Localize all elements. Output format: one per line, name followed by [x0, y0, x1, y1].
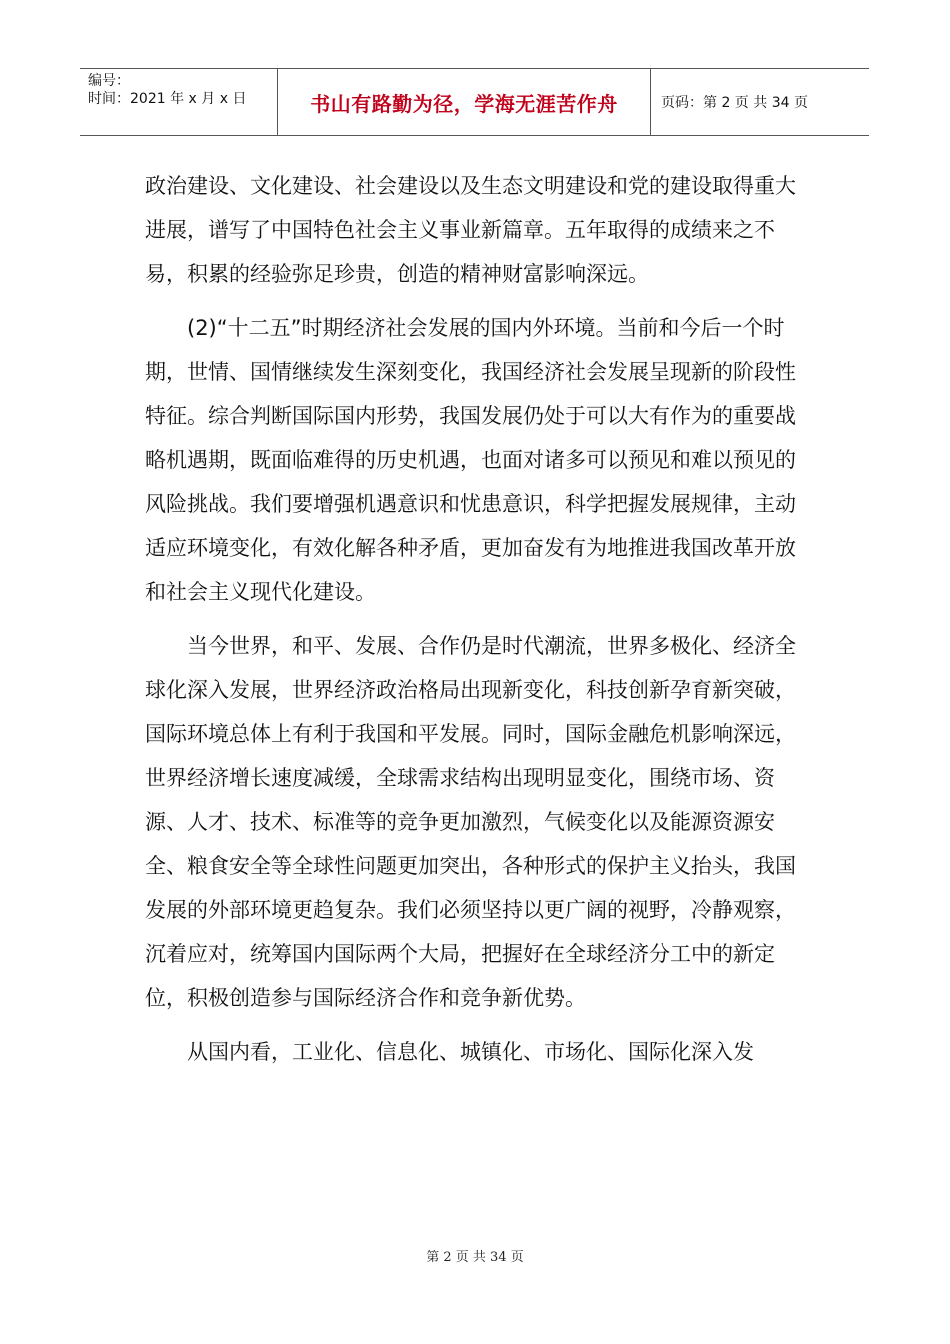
- paragraph: 从国内看，工业化、信息化、城镇化、市场化、国际化深入发: [187, 1040, 754, 1064]
- paragraph: 当今世界，和平、发展、合作仍是时代潮流，世界多极化、经济全球化深入发展，世界经济政治格局出现新变化，科技创新孕育新突破，国际环境总体上有利于我国和平发展。同时，国际金融危机影响深远，世界经济增长速度减缓，全球需求结构出现明显变化，围绕市场、资源、人才、技术、标准等的竞争更加激烈，气候变化以及能源资源安全、粮食安全等全球性问题更加突出，各种形式的保护主义抬头，我国发展的外部环境更趋复杂。我们必须坚持以更广阔的视野，冷静观察，沉着应对，统筹国内国际两个大局，把握好在全球经济分工中的新定位，积极创造参与国际经济合作和竞争新优势。: [145, 634, 796, 1010]
- document-date: 时间：2021 年 x 月 x 日: [88, 91, 247, 107]
- paragraph: (2)“十二五”时期经济社会发展的国内外环境。当前和今后一个时期，世情、国情继续发生深刻变化，我国经济社会发展呈现新的阶段性特征。综合判断国际国内形势，我国发展仍处于可以大有作为的重要战略机遇期，既面临难得的历史机遇，也面对诸多可以预见和难以预见的风险挑战。我们要增强机遇意识和忧患意识，科学把握发展规律，主动适应环境变化，有效化解各种矛盾，更加奋发有为地推进我国改革开放和社会主义现代化建设。: [145, 316, 796, 604]
- page-header: [80, 68, 869, 136]
- header-motto-cell: [278, 69, 651, 135]
- header-motto: 书山有路勤为径，学海无涯苦作舟: [310, 91, 618, 116]
- header-meta: [80, 69, 278, 135]
- header-page-info-cell: [651, 69, 869, 135]
- document-body: [145, 164, 810, 1074]
- footer-page-number: 第 2 页 共 34 页: [426, 1250, 524, 1265]
- paragraph: 政治建设、文化建设、社会建设以及生态文明建设和党的建设取得重大进展，谱写了中国特色社会主义事业新篇章。五年取得的成绩来之不易，积累的经验弥足珍贵，创造的精神财富影响深远。: [145, 174, 796, 286]
- document-number-label: 编号：: [88, 73, 130, 89]
- page-footer: [0, 1246, 950, 1265]
- header-page-info: 页码：第 2 页 共 34 页: [661, 95, 808, 111]
